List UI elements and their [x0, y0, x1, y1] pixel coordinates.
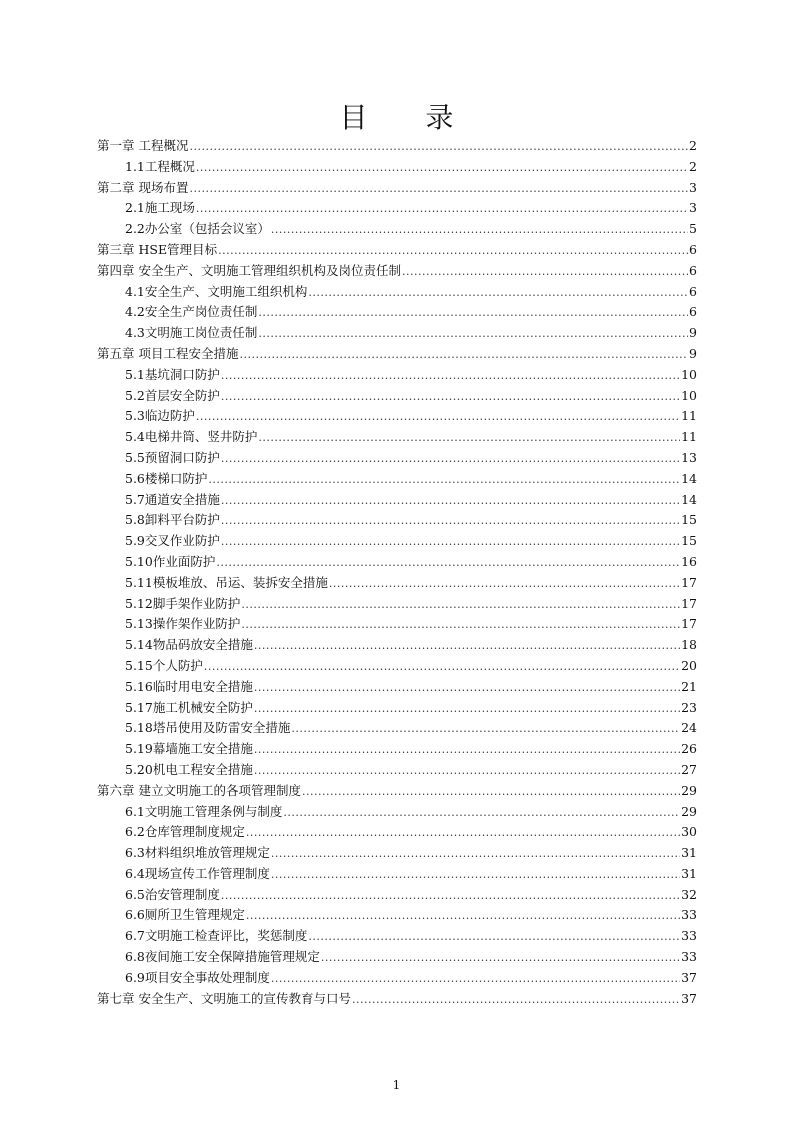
dot-leader — [196, 158, 688, 179]
toc-entry-label: 5.17施工机械安全防护 — [125, 699, 253, 715]
toc-entry-page: 23 — [681, 699, 697, 715]
dot-leader — [308, 283, 688, 304]
toc-section-entry[interactable] — [97, 573, 697, 594]
dot-leader — [254, 678, 680, 699]
dot-leader — [271, 865, 680, 886]
toc-entry-page: 16 — [681, 553, 697, 569]
toc-entry-page: 10 — [681, 366, 697, 382]
toc-section-entry[interactable] — [97, 594, 697, 615]
toc-entry-page: 15 — [681, 512, 697, 528]
dot-leader — [271, 969, 680, 990]
dot-leader — [329, 574, 680, 595]
toc-entry-label: 6.4现场宣传工作管理制度 — [125, 865, 270, 881]
toc-entry-label: 4.2安全生产岗位责任制 — [125, 304, 258, 320]
toc-entry-page: 13 — [681, 449, 697, 465]
toc-entry-page: 33 — [681, 949, 697, 965]
toc-entry-page: 3 — [689, 200, 697, 216]
toc-chapter-entry[interactable] — [97, 240, 697, 261]
toc-section-entry[interactable] — [97, 718, 697, 739]
toc-entry-label: 6.3材料组织堆放管理规定 — [125, 845, 270, 861]
toc-entry-label: 5.14物品码放安全措施 — [125, 637, 253, 653]
dot-leader — [302, 782, 680, 803]
toc-entry-label: 4.1安全生产、文明施工组织机构 — [125, 283, 308, 299]
dot-leader — [221, 387, 680, 408]
toc-entry-label: 5.19幕墙施工安全措施 — [125, 741, 253, 757]
dot-leader — [291, 719, 680, 740]
dot-leader — [221, 511, 680, 532]
dot-leader — [196, 199, 688, 220]
toc-entry-label: 5.2首层安全防护 — [125, 387, 220, 403]
toc-chapter-entry[interactable] — [97, 344, 697, 365]
toc-section-entry[interactable] — [97, 323, 697, 344]
toc-entry-page: 6 — [689, 304, 697, 320]
toc-section-entry[interactable] — [97, 614, 697, 635]
toc-section-entry[interactable] — [97, 302, 697, 323]
toc-section-entry[interactable] — [97, 802, 697, 823]
title-char-1: 目 — [339, 101, 368, 134]
table-of-contents — [97, 136, 697, 1009]
toc-section-entry[interactable] — [97, 365, 697, 386]
toc-entry-label: 第六章 建立文明施工的各项管理制度 — [97, 782, 301, 798]
toc-entry-label: 5.12脚手架作业防护 — [125, 595, 241, 611]
toc-entry-label: 5.18塔吊使用及防雷安全措施 — [125, 720, 291, 736]
toc-section-entry[interactable] — [97, 469, 697, 490]
toc-chapter-entry[interactable] — [97, 261, 697, 282]
toc-chapter-entry[interactable] — [97, 178, 697, 199]
toc-section-entry[interactable] — [97, 510, 697, 531]
dot-leader — [239, 345, 688, 366]
toc-section-entry[interactable] — [97, 760, 697, 781]
toc-entry-page: 9 — [689, 325, 697, 341]
dot-leader — [221, 532, 680, 553]
toc-entry-label: 5.1基坑洞口防护 — [125, 366, 220, 382]
toc-section-entry[interactable] — [97, 552, 697, 573]
toc-section-entry[interactable] — [97, 490, 697, 511]
toc-entry-page: 27 — [681, 761, 697, 777]
dot-leader — [308, 927, 680, 948]
dot-leader — [254, 699, 680, 720]
toc-entry-label: 5.13操作架作业防护 — [125, 616, 241, 632]
toc-section-entry[interactable] — [97, 448, 697, 469]
toc-entry-page: 32 — [681, 886, 697, 902]
dot-leader — [246, 823, 680, 844]
dot-leader — [402, 262, 688, 283]
toc-chapter-entry[interactable] — [97, 989, 697, 1010]
dot-leader — [204, 657, 680, 678]
dot-leader — [258, 324, 688, 345]
dot-leader — [196, 407, 680, 428]
toc-entry-page: 18 — [681, 637, 697, 653]
toc-section-entry[interactable] — [97, 198, 697, 219]
toc-entry-page: 17 — [681, 616, 697, 632]
dot-leader — [258, 428, 680, 449]
toc-entry-label: 6.6厕所卫生管理规定 — [125, 907, 245, 923]
toc-entry-page: 6 — [689, 262, 697, 278]
toc-section-entry[interactable] — [97, 635, 697, 656]
dot-leader — [218, 241, 688, 262]
toc-entry-label: 5.7通道安全措施 — [125, 491, 220, 507]
dot-leader — [221, 491, 680, 512]
dot-leader — [271, 844, 680, 865]
toc-entry-label: 5.16临时用电安全措施 — [125, 678, 253, 694]
toc-entry-page: 29 — [681, 782, 697, 798]
toc-entry-page: 11 — [681, 429, 697, 445]
dot-leader — [271, 220, 688, 241]
toc-entry-page: 31 — [681, 845, 697, 861]
page-title — [0, 96, 793, 136]
toc-entry-page: 6 — [689, 241, 697, 257]
toc-entry-page: 31 — [681, 865, 697, 881]
toc-section-entry[interactable] — [97, 406, 697, 427]
toc-section-entry[interactable] — [97, 656, 697, 677]
toc-entry-label: 4.3文明施工岗位责任制 — [125, 325, 258, 341]
toc-entry-label: 第四章 安全生产、文明施工管理组织机构及岗位责任制 — [97, 262, 401, 278]
toc-entry-page: 20 — [681, 657, 697, 673]
toc-entry-page: 29 — [681, 803, 697, 819]
dot-leader — [321, 948, 680, 969]
toc-entry-label: 2.1施工现场 — [125, 200, 195, 216]
dot-leader — [254, 740, 680, 761]
toc-entry-page: 24 — [681, 720, 697, 736]
toc-section-entry[interactable] — [97, 843, 697, 864]
toc-section-entry[interactable] — [97, 282, 697, 303]
toc-entry-label: 5.4电梯井筒、竖井防护 — [125, 429, 258, 445]
toc-entry-label: 6.8夜间施工安全保障措施管理规定 — [125, 949, 320, 965]
toc-entry-label: 5.9交叉作业防护 — [125, 533, 220, 549]
toc-entry-label: 5.20机电工程安全措施 — [125, 761, 253, 777]
toc-entry-label: 6.9项目安全事故处理制度 — [125, 969, 270, 985]
toc-entry-label: 1.1工程概况 — [125, 158, 195, 174]
toc-entry-page: 17 — [681, 574, 697, 590]
toc-entry-page: 10 — [681, 387, 697, 403]
toc-entry-label: 第二章 现场布置 — [97, 179, 189, 195]
toc-entry-page: 37 — [681, 990, 697, 1006]
dot-leader — [189, 137, 688, 158]
toc-entry-label: 6.7文明施工检查评比，奖惩制度 — [125, 928, 308, 944]
toc-section-entry[interactable] — [97, 885, 697, 906]
toc-entry-label: 第七章 安全生产、文明施工的宣传教育与口号 — [97, 990, 351, 1006]
title-char-2: 录 — [425, 101, 454, 134]
dot-leader — [221, 366, 680, 387]
toc-entry-page: 33 — [681, 928, 697, 944]
toc-section-entry[interactable] — [97, 905, 697, 926]
toc-chapter-entry[interactable] — [97, 136, 697, 157]
toc-entry-page: 2 — [689, 158, 697, 174]
dot-leader — [352, 990, 680, 1011]
dot-leader — [241, 595, 680, 616]
toc-entry-page: 14 — [681, 491, 697, 507]
toc-section-entry[interactable] — [97, 427, 697, 448]
toc-entry-label: 5.15个人防护 — [125, 657, 203, 673]
dot-leader — [216, 553, 680, 574]
toc-entry-label: 第一章 工程概况 — [97, 138, 189, 153]
toc-section-entry[interactable] — [97, 386, 697, 407]
toc-section-entry[interactable] — [97, 531, 697, 552]
toc-entry-label: 6.1文明施工管理条例与制度 — [125, 803, 283, 819]
page-number: 1 — [392, 1078, 401, 1092]
toc-entry-page: 11 — [681, 408, 697, 424]
toc-entry-label: 5.8卸料平台防护 — [125, 512, 220, 528]
toc-section-entry[interactable] — [97, 677, 697, 698]
toc-entry-page: 2 — [689, 138, 697, 153]
toc-section-entry[interactable] — [97, 822, 697, 843]
toc-entry-page: 9 — [689, 345, 697, 361]
dot-leader — [254, 761, 680, 782]
toc-entry-page: 26 — [681, 741, 697, 757]
toc-section-entry[interactable] — [97, 947, 697, 968]
toc-section-entry[interactable] — [97, 157, 697, 178]
dot-leader — [241, 615, 680, 636]
toc-entry-label: 第三章 HSE管理目标 — [97, 241, 218, 257]
toc-entry-label: 6.5治安管理制度 — [125, 886, 220, 902]
toc-entry-page: 6 — [689, 283, 697, 299]
toc-entry-label: 5.10作业面防护 — [125, 553, 216, 569]
dot-leader — [258, 303, 688, 324]
toc-section-entry[interactable] — [97, 219, 697, 240]
dot-leader — [189, 179, 688, 200]
toc-section-entry[interactable] — [97, 864, 697, 885]
dot-leader — [283, 803, 680, 824]
toc-entry-page: 5 — [689, 221, 697, 237]
toc-entry-label: 5.11模板堆放、吊运、装拆安全措施 — [125, 574, 328, 590]
toc-entry-label: 6.2仓库管理制度规定 — [125, 824, 245, 840]
dot-leader — [254, 636, 680, 657]
toc-section-entry[interactable] — [97, 698, 697, 719]
toc-entry-label: 5.3临边防护 — [125, 408, 195, 424]
toc-chapter-entry[interactable] — [97, 781, 697, 802]
dot-leader — [221, 449, 680, 470]
toc-entry-label: 5.5预留洞口防护 — [125, 449, 220, 465]
toc-entry-page: 33 — [681, 907, 697, 923]
toc-entry-label: 2.2办公室（包括会议室） — [125, 221, 270, 237]
toc-entry-page: 37 — [681, 969, 697, 985]
toc-entry-label: 5.6楼梯口防护 — [125, 470, 208, 486]
toc-entry-page: 3 — [689, 179, 697, 195]
toc-section-entry[interactable] — [97, 968, 697, 989]
toc-entry-page: 14 — [681, 470, 697, 486]
toc-entry-page: 15 — [681, 533, 697, 549]
toc-entry-label: 第五章 项目工程安全措施 — [97, 345, 239, 361]
toc-entry-page: 21 — [681, 678, 697, 694]
toc-section-entry[interactable] — [97, 926, 697, 947]
toc-entry-page: 30 — [681, 824, 697, 840]
toc-section-entry[interactable] — [97, 739, 697, 760]
dot-leader — [221, 886, 680, 907]
toc-entry-page: 17 — [681, 595, 697, 611]
dot-leader — [208, 470, 680, 491]
dot-leader — [246, 906, 680, 927]
